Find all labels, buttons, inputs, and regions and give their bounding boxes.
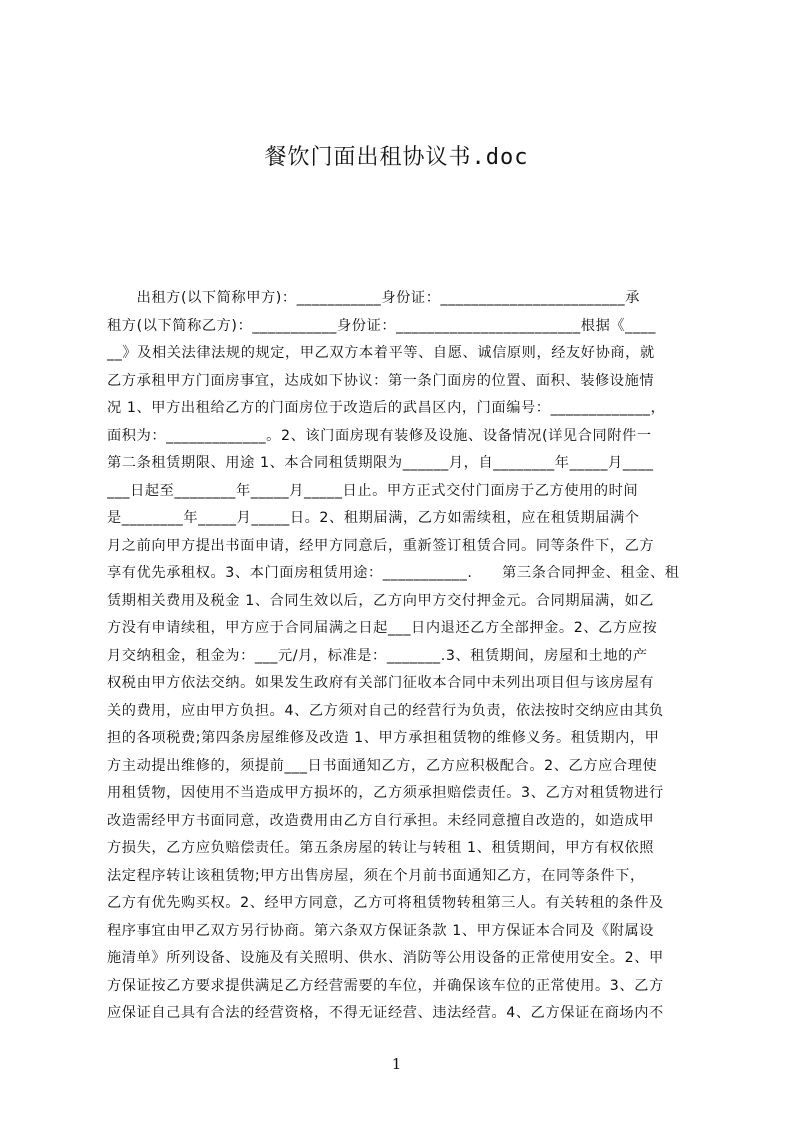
body-line: 担的各项税费;第四条房屋维修及改造 1、甲方承担租赁物的维修义务。租赁期内，甲 (107, 730, 660, 746)
body-line: 出租方(以下简称甲方)：___________身份证：________________________承 (107, 290, 640, 306)
body-line: ___日起至________年_____月_____日止。甲方正式交付门面房于乙方使用的时间 (107, 482, 639, 499)
body-line: 乙方承租甲方门面房事宜，达成如下协议：第一条门面房的位置、面积、装修设施情 (107, 372, 655, 389)
body-line: 用租赁物，因使用不当造成甲方损坏的，乙方须承担赔偿责任。3、乙方对租赁物进行 (107, 785, 664, 801)
body-line: 方主动提出维修的，须提前___日书面通知乙方，乙方应积极配合。2、乙方应合理使 (107, 757, 658, 774)
body-line: 乙方有优先购买权。2、经甲方同意，乙方可将租赁物转租第三人。有关转租的条件及 (107, 895, 664, 911)
body-line: 赁期相关费用及税金 1、合同生效以后，乙方向甲方交付押金元。合同期届满，如乙 (107, 592, 655, 609)
body-line: 面积为：_____________。2、该门面房现有装修及设施、设备情况(详见合同附件一 (107, 427, 652, 444)
body-line: 法定程序转让该租赁物;甲方出售房屋，须在个月前书面通知乙方，在同等条件下， (107, 867, 645, 884)
body-line: 方损失，乙方应负赔偿责任。第五条房屋的转让与转租 1、租赁期间，甲方有权依照 (107, 840, 655, 856)
body-line: 程序事宜由甲乙双方另行协商。第六条双方保证条款 1、甲方保证本合同及《附属设 (107, 922, 655, 939)
body-line: 方保证按乙方要求提供满足乙方经营需要的车位，并确保该车位的正常使用。3、乙方 (107, 977, 664, 994)
body-line: 享有优先承租权。3、本门面房租赁用途：___________. 第三条合同押金、租金、租 (107, 565, 680, 581)
body-line: __》及相关法律法规的规定，甲乙双方本着平等、自愿、诚信原则，经友好协商，就 (107, 345, 655, 361)
page-number: 1 (391, 1055, 402, 1073)
body-line: 改造需经甲方书面同意，改造费用由乙方自行承担。未经同意擅自改造的，如造成甲 (107, 812, 655, 829)
body-line: 是________年_____月_____日。2、租期届满，乙方如需续租，应在租赁期届满个 (107, 510, 640, 526)
body-line: 月之前向甲方提出书面申请，经甲方同意后，重新签订租赁合同。同等条件下，乙方 (107, 537, 655, 554)
body-line: 施清单》所列设备、设施及有关照明、供水、消防等公用设备的正常使用安全。2、甲 (107, 950, 664, 966)
document-body (107, 285, 693, 1025)
body-line: 第二条租赁期限、用途 1、本合同租赁期限为______月，自________年_____月____ (107, 455, 654, 471)
body-line: 月交纳租金，租金为：___元/月，标准是：_______.3、租赁期间，房屋和土地的产 (107, 647, 648, 664)
body-line: 关的费用，应由甲方负担。4、乙方须对自己的经营行为负责，依法按时交纳应由其负 (107, 702, 664, 719)
body-line: 应保证自己具有合法的经营资格，不得无证经营、违法经营。4、乙方保证在商场内不 (107, 1005, 664, 1021)
body-line: 方没有申请续租，甲方应于合同届满之日起___日内退还乙方全部押金。2、乙方应按 (107, 620, 658, 636)
body-line: 租方(以下简称乙方)：___________身份证：________________________根据《____ (107, 317, 656, 334)
document-title: 餐饮门面出租协议书.doc (264, 145, 529, 170)
body-line: 权税由甲方依法交纳。如果发生政府有关部门征收本合同中未列出项目但与该房屋有 (107, 675, 655, 691)
body-line: 况 1、甲方出租给乙方的门面房位于改造后的武昌区内，门面编号：_____________， (107, 400, 666, 416)
